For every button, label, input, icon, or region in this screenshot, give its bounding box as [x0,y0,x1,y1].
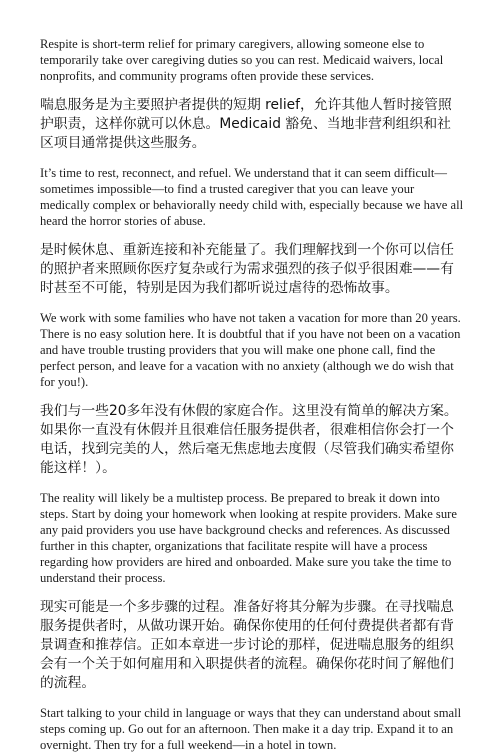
paragraph-en-small-steps: Start talking to your child in language or ways that they can understand about small steps coming up. Go out for an afternoon. Then make it a day trip. Expand it to an overnight. Then try for a full weekend—in a hotel in town. [40,706,462,752]
paragraph-en-no-vacation: We work with some families who have not taken a vacation for more than 20 years. There is no easy solution here. It is doubtful that if you have not been on a vacation and have trouble trusting providers that you will make one phone call, find the perfect person, and leave for a vacation with no anxiety (although we do wish that for you!). [40,311,461,389]
paragraph-en-time-to-rest: It’s time to rest, reconnect, and refuel. We understand that it can seem difficult—sometimes impossible—to find a trusted caregiver that you can leave your medically complex or behaviorally needy child with, especially because we have all heard the horror stories of abuse. [40,166,464,228]
paragraph-en-multistep-process: The reality will likely be a multistep process. Be prepared to break it down into steps. Start by doing your homework when looking at respite providers. Make sure any paid providers you use have background checks and references. As discussed further in this chapter, organizations that facilitate respite will have a process regarding how providers are hired and onboarded. Make sure you take the time to understand their process. [40,491,457,585]
paragraph-zh-multistep-process: 现实可能是一个多步骤的过程。准备好将其分解为步骤。在寻找喘息服务提供者时，从做功课开始。确保你使用的任何付费提供者都有背景调查和推荐信。正如本章进一步讨论的那样，促进喘息服务的组织会有一个关于如何雇用和入职提供者的流程。确保你花时间了解他们的流程。 [40,599,454,691]
paragraph-en-respite-definition: Respite is short-term relief for primary caregivers, allowing someone else to temporarily take over caregiving duties so you can rest. Medicaid waivers, local nonprofits, and community programs often provide these services. [40,37,444,83]
paragraph-zh-no-vacation: 我们与一些20多年没有休假的家庭合作。这里没有简单的解决方案。如果你一直没有休假并且很难信任服务提供者，很难相信你会打一个电话，找到完美的人，然后毫无焦虑地去度假（尽管我们确实希望你能这样！）。 [40,403,458,476]
paragraph-zh-time-to-rest: 是时候休息、重新连接和补充能量了。我们理解找到一个你可以信任的照护者来照顾你医疗复杂或行为需求强烈的孩子似乎很困难——有时甚至不可能，特别是因为我们都听说过虐待的恐怖故事。 [40,242,454,296]
paragraph-zh-respite-definition: 喘息服务是为主要照护者提供的短期 relief，允许其他人暂时接管照护职责，这样你就可以休息。Medicaid 豁免、当地非营利组织和社区项目通常提供这些服务。 [40,97,452,151]
